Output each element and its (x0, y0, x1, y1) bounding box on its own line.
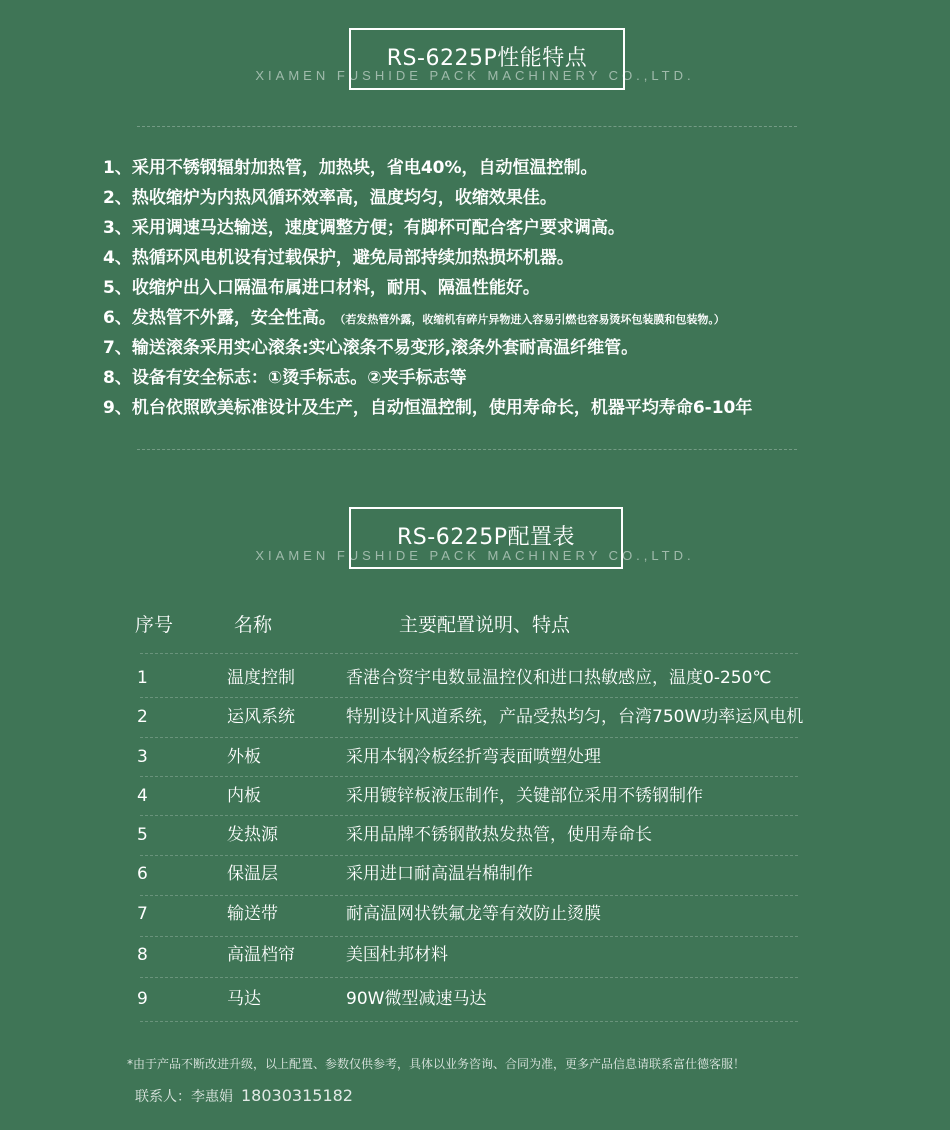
table-row (0, 744, 950, 784)
features-title: RS-6225P性能特点 (349, 28, 625, 90)
contact-info (135, 1086, 353, 1107)
row-num: 4 (137, 786, 148, 806)
divider (137, 126, 797, 127)
row-num: 7 (137, 904, 148, 924)
table-row (0, 986, 950, 1026)
row-divider (140, 653, 798, 654)
row-num: 2 (137, 707, 148, 727)
row-divider (140, 737, 798, 738)
features-subtitle: XIAMEN FUSHIDE PACK MACHINERY CO.,LTD. (255, 68, 695, 83)
feature-item: 4、热循环风电机设有过载保护，避免局部持续加热损坏机器。 (103, 248, 574, 268)
feature-item: 9、机台依照欧美标准设计及生产，自动恒温控制，使用寿命长，机器平均寿命6-10年 (103, 398, 753, 418)
table-row (0, 783, 950, 823)
row-desc: 耐高温网状铁氟龙等有效防止烫膜 (346, 904, 601, 924)
row-desc: 采用品牌不锈钢散热发热管，使用寿命长 (346, 825, 652, 845)
row-divider (140, 1021, 798, 1022)
row-desc: 采用本钢冷板经折弯表面喷塑处理 (346, 747, 601, 767)
row-divider (140, 895, 798, 896)
feature-item: 3、采用调速马达输送，速度调整方便；有脚杯可配合客户要求调高。 (103, 218, 625, 238)
row-num: 5 (137, 825, 148, 845)
row-divider (140, 855, 798, 856)
header-desc: 主要配置说明、特点 (399, 614, 571, 636)
contact-phone: 18030315182 (241, 1086, 353, 1105)
row-desc: 采用镀锌板液压制作，关键部位采用不锈钢制作 (346, 786, 703, 806)
row-num: 3 (137, 747, 148, 767)
config-section-heading (0, 507, 950, 577)
row-name: 内板 (227, 786, 261, 806)
table-row (0, 822, 950, 862)
features-list (103, 153, 903, 423)
table-row (0, 665, 950, 705)
row-num: 1 (137, 668, 148, 688)
row-divider (140, 776, 798, 777)
row-desc: 美国杜邦材料 (346, 945, 448, 965)
row-name: 发热源 (227, 825, 278, 845)
features-section-heading (0, 28, 950, 98)
row-num: 8 (137, 945, 148, 965)
row-name: 输送带 (227, 904, 278, 924)
row-name: 保温层 (227, 864, 278, 884)
config-title: RS-6225P配置表 (349, 507, 623, 569)
feature-item: 7、输送滚条采用实心滚条:实心滚条不易变形,滚条外套耐高温纤维管。 (103, 338, 639, 358)
row-desc: 90W微型减速马达 (346, 989, 487, 1009)
row-divider (140, 977, 798, 978)
table-row (0, 704, 950, 744)
feature-item: 5、收缩炉出入口隔温布属进口材料，耐用、隔温性能好。 (103, 278, 540, 298)
row-num: 9 (137, 989, 148, 1009)
row-name: 高温档帘 (227, 945, 295, 965)
divider (137, 449, 797, 450)
header-num: 序号 (135, 614, 174, 636)
feature-item: 6、发热管不外露，安全性高。 （若发热管外露，收缩机有碎片异物进入容易引燃也容易烫坏包装膜和包装物。） (103, 308, 725, 328)
feature-note: （若发热管外露，收缩机有碎片异物进入容易引燃也容易烫坏包装膜和包装物。） (339, 313, 725, 326)
contact-name: 联系人：李惠娟 (135, 1089, 233, 1105)
table-row (0, 942, 950, 982)
header-name: 名称 (234, 614, 273, 636)
row-desc: 特别设计风道系统，产品受热均匀，台湾750W功率运风电机 (346, 707, 804, 727)
row-name: 外板 (227, 747, 261, 767)
feature-item: 2、热收缩炉为内热风循环效率高，温度均匀，收缩效果佳。 (103, 188, 557, 208)
row-desc: 香港合资宇电数显温控仪和进口热敏感应，温度0-250℃ (346, 668, 772, 688)
config-subtitle: XIAMEN FUSHIDE PACK MACHINERY CO.,LTD. (255, 548, 695, 563)
disclaimer-note: *由于产品不断改进升级，以上配置、参数仅供参考，具体以业务咨询、合同为准，更多产品信息请联系富仕德客服！ (127, 1057, 746, 1071)
feature-item: 8、设备有安全标志：①烫手标志。②夹手标志等 (103, 368, 467, 388)
row-name: 运风系统 (227, 707, 295, 727)
row-divider (140, 936, 798, 937)
table-row (0, 901, 950, 941)
row-name: 温度控制 (227, 668, 295, 688)
row-name: 马达 (227, 989, 261, 1009)
row-desc: 采用进口耐高温岩棉制作 (346, 864, 533, 884)
row-divider (140, 815, 798, 816)
row-divider (140, 697, 798, 698)
feature-item: 1、采用不锈钢辐射加热管，加热块，省电40%，自动恒温控制。 (103, 158, 598, 178)
row-num: 6 (137, 864, 148, 884)
